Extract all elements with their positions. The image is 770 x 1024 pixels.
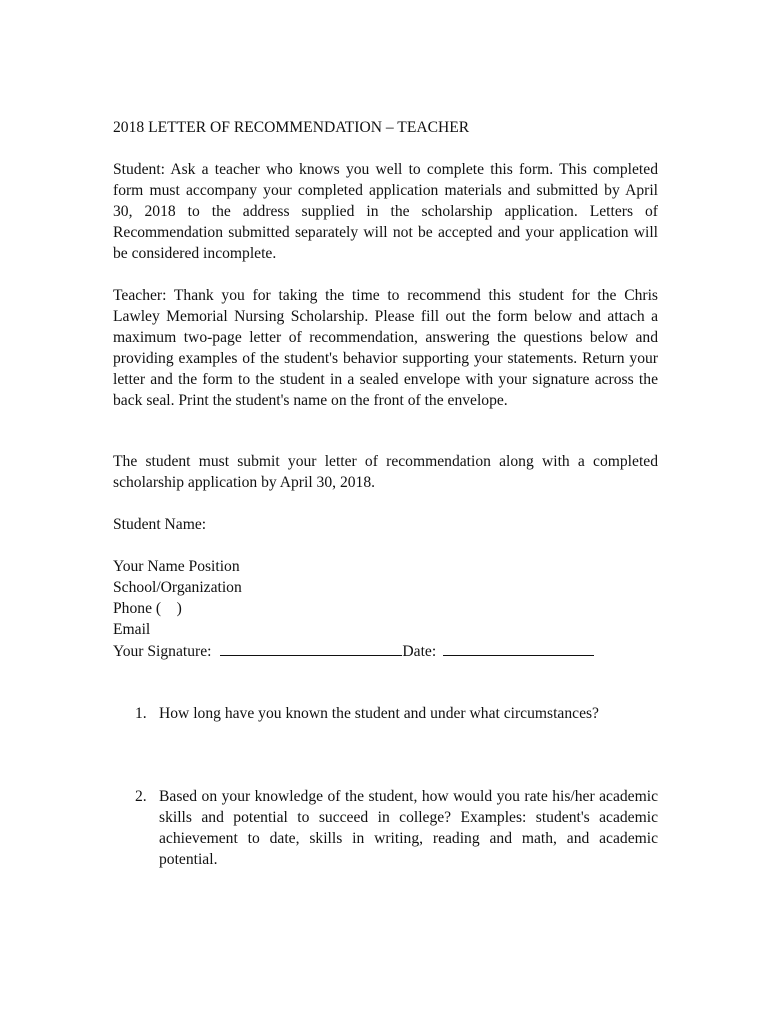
date-line[interactable] [443,640,594,656]
school-field[interactable]: School/Organization [113,579,242,596]
student-instructions: Student: Ask a teacher who knows you well to complete this form. This completed form must accompany your completed application materials and submitted by April 30, 2018 to the address supplied in the scholarship application. Letters of Recommendation submitted separately will not be accepted and your application will be considered incomplete. [113,161,658,262]
question-text: How long have you known the student and under what circumstances? [159,705,599,722]
page-title: 2018 LETTER OF RECOMMENDATION – TEACHER [113,119,470,136]
signature-line[interactable] [220,640,402,656]
question-number: 1. [135,705,147,722]
signature-label: Your Signature: [113,643,212,660]
teacher-instructions: Teacher: Thank you for taking the time to recommend this student for the Chris Lawley Memorial Nursing Scholarship. Please fill out the form below and attach a maximum two-page letter of recommendation, answering the questions below and providing examples of the student's behavior supporting your statements. Return your letter and the form to the student in a sealed envelope with your signature across the back seal. Print the student's name on the front of the envelope. [113,287,658,409]
date-label: Date: [402,643,437,660]
submission-note: The student must submit your letter of recommendation along with a completed scholarship application by April 30, 2018. [113,453,658,491]
name-position-field[interactable]: Your Name Position [113,558,240,575]
form-fields [113,514,658,661]
phone-field[interactable]: Phone ( ) [113,600,182,617]
question-text: Based on your knowledge of the student, how would you rate his/her academic skills and potential to succeed in college? Examples: student's academic achievement to date, skills in writing, reading and math, and academic potential. [159,788,658,868]
question-number: 2. [135,788,147,805]
student-name-field[interactable]: Student Name: [113,516,207,533]
signature-date-row [113,640,658,661]
email-field[interactable]: Email [113,621,151,638]
